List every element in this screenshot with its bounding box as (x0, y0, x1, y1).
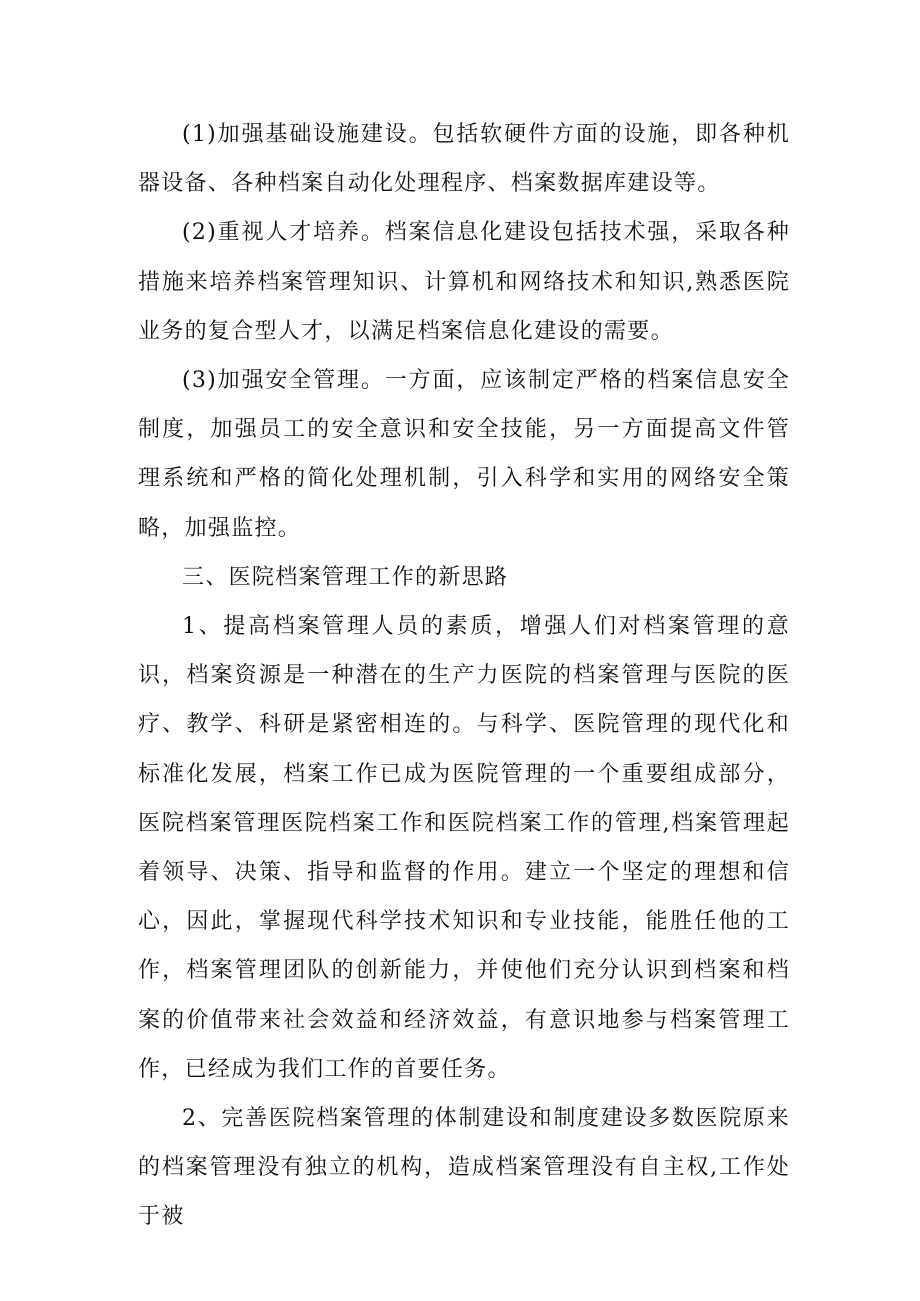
document-body (138, 110, 790, 1242)
paragraph-system-construction: 2、完善医院档案管理的体制建设和制度建设多数医院原来的档案管理没有独立的机构，造成档案管理没有自主权,工作处于被 (138, 1106, 790, 1230)
paragraph-infrastructure: (1)加强基础设施建设。包括软硬件方面的设施，即各种机器设备、各种档案自动化处理程序、档案数据库建设等。 (138, 122, 790, 197)
paragraph-talent-training: (2)重视人才培养。档案信息化建设包括技术强，采取各种措施来培养档案管理知识、计算机和网络技术和知识,熟悉医院业务的复合型人才，以满足档案信息化建设的需要。 (138, 220, 790, 344)
paragraph-security-management: (3)加强安全管理。一方面，应该制定严格的档案信息安全制度，加强员工的安全意识和安全技能，另一方面提高文件管理系统和严格的简化处理机制，引入科学和实用的网络安全策略，加强监控。 (138, 368, 790, 541)
paragraph-staff-quality: 1、提高档案管理人员的素质，增强人们对档案管理的意识，档案资源是一种潜在的生产力医院的档案管理与医院的医疗、教学、科研是紧密相连的。与科学、医院管理的现代化和标准化发展，档案工作已成为医院管理的一个重要组成部分，医院档案管理医院档案工作和医院档案工作的管理,档案管理起着领导、决策、指导和监督的作用。建立一个坚定的理想和信心，因此，掌握现代科学技术知识和专业技能，能胜任他的工作，档案管理团队的创新能力，并使他们充分认识到档案和档案的价值带来社会效益和经济效益，有意识地参与档案管理工作，已经成为我们工作的首要任务。 (138, 614, 790, 1082)
section-heading: 三、医院档案管理工作的新思路 (182, 564, 509, 590)
